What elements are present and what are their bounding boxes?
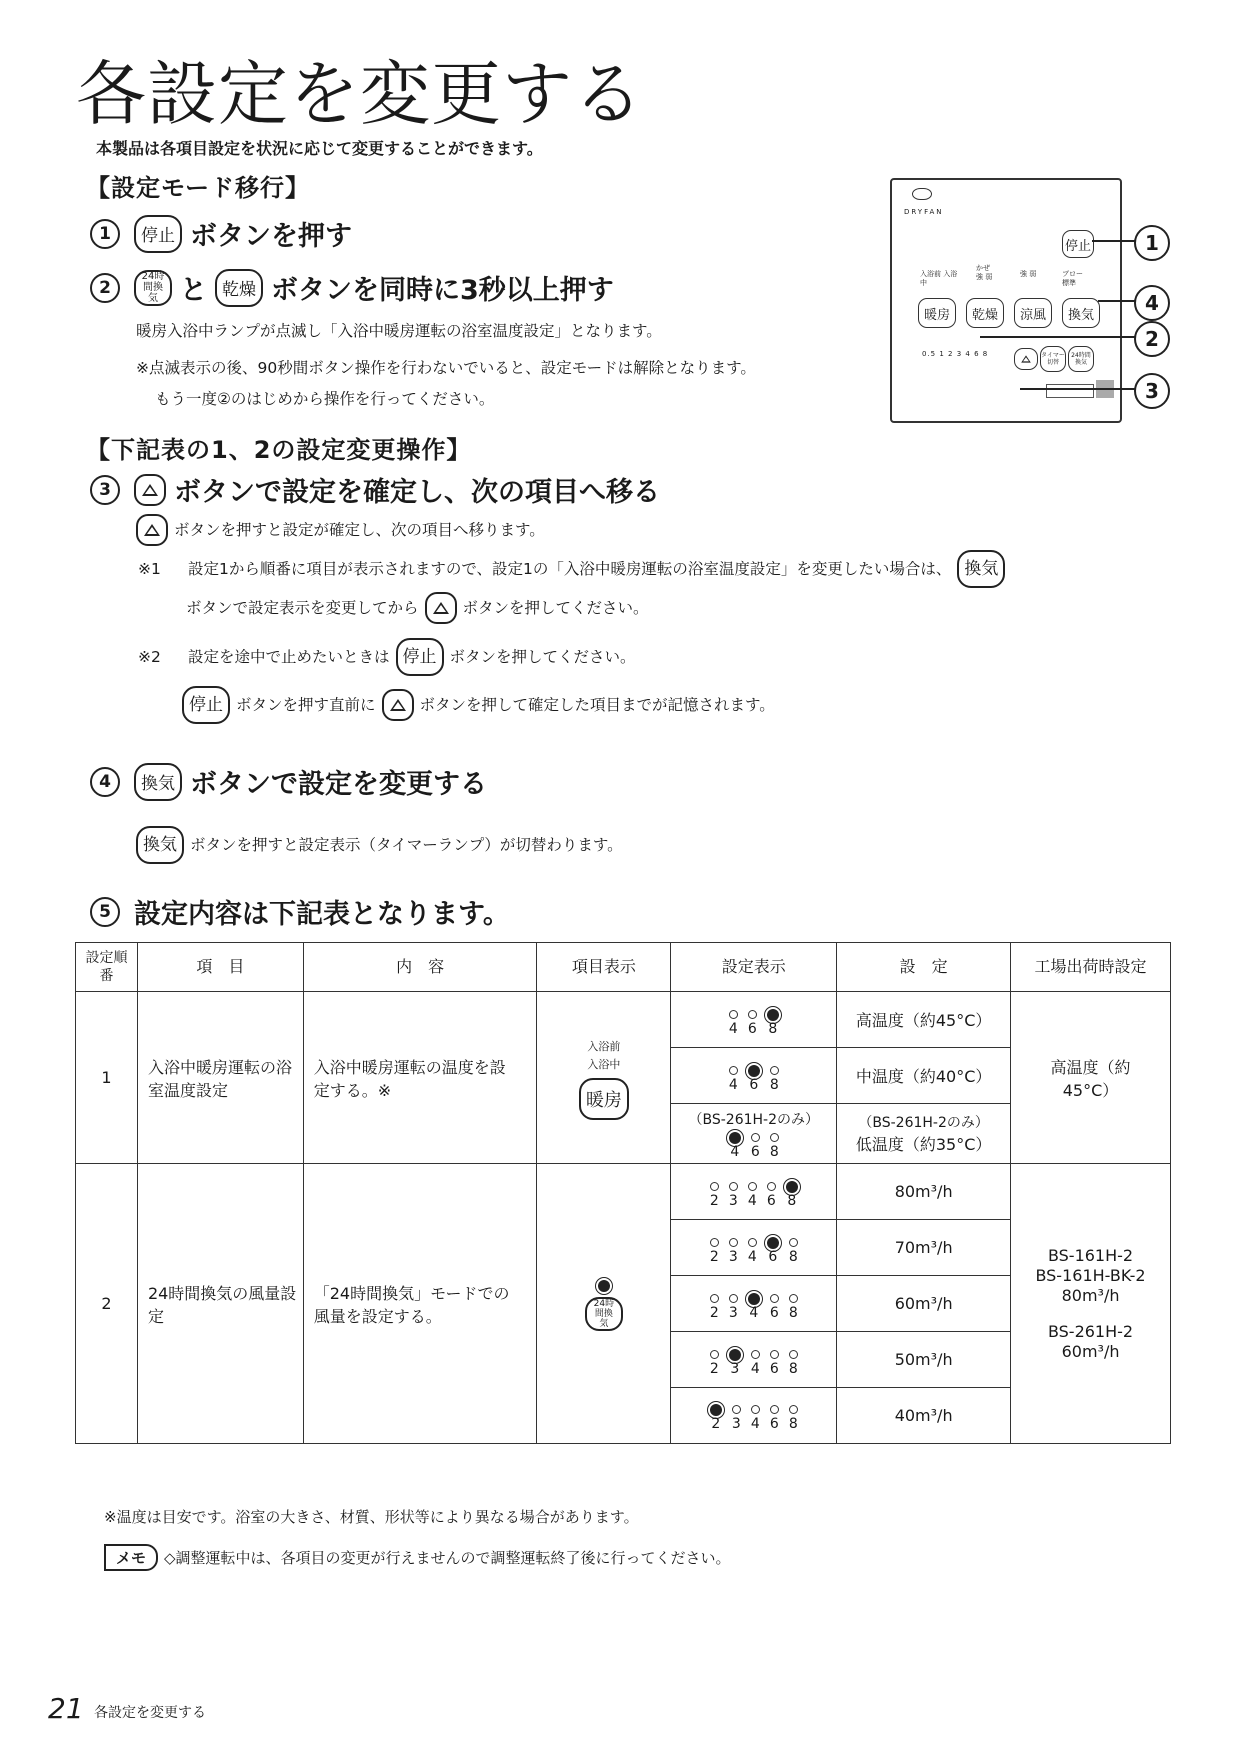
vent24-button: 24時間換気 (585, 1297, 623, 1331)
step4-note-text: ボタンを押すと設定表示（タイマーランプ）が切替わります。 (190, 836, 623, 854)
callout-3: 3 (1134, 373, 1170, 409)
header-no: 設定順番 (76, 943, 138, 992)
intro-text: 本製品は各項目設定を状況に応じて変更することができます。 (96, 139, 543, 158)
note-text: ボタンを押してください。 (449, 648, 636, 666)
lamp-off-icon (748, 1238, 757, 1264)
note-text: 設定を途中で止めたいときは (188, 648, 390, 666)
cell-no: 2 (76, 1164, 138, 1444)
lamp-label: 6 (747, 1020, 757, 1037)
lamp-lit-icon (748, 1065, 760, 1092)
lamp-off-icon (789, 1294, 798, 1320)
table-row (76, 992, 1171, 1048)
lamp-label: 3 (728, 1248, 738, 1265)
lamp-off-icon (710, 1294, 719, 1320)
indicator-lamps (710, 1293, 798, 1320)
panel-timer-button: タイマー 切替 (1040, 346, 1066, 372)
lamp-label: 3 (730, 1360, 740, 1377)
lamp-lit-icon (748, 1293, 760, 1320)
lamp-off-icon (710, 1182, 719, 1208)
lamp-lit-icon (767, 1009, 779, 1036)
step2-warning-cont: もう一度②のはじめから操作を行ってください。 (155, 390, 495, 408)
lamp-label: 4 (747, 1248, 757, 1265)
step-text: ボタンを同時に3秒以上押す (271, 275, 614, 306)
lamp-label: 6 (769, 1304, 779, 1321)
cell-setting: 80m³/h (837, 1164, 1011, 1220)
footnote: ※温度は目安です。浴室の大きさ、材質、形状等により異なる場合があります。 (104, 1508, 639, 1526)
cell-setting: 40m³/h (837, 1388, 1011, 1444)
up-button (134, 474, 166, 506)
table-header-row (76, 943, 1171, 992)
lamp-off-icon (732, 1405, 741, 1431)
up-arrow-icon (390, 699, 406, 711)
up-button (382, 689, 414, 721)
up-arrow-icon (144, 524, 160, 536)
note-text: ボタンを押して確定した項目までが記憶されます。 (419, 696, 775, 714)
lamp-label: 4 (728, 1076, 738, 1093)
lamp-label: 入浴前 (587, 1040, 621, 1053)
indicator-lamps (729, 1065, 779, 1092)
cell-setting-display (671, 992, 837, 1048)
lamp-label: 4 (750, 1415, 760, 1432)
cell-setting-display (671, 1332, 837, 1388)
lamp-label: 3 (731, 1415, 741, 1432)
lamp-label: 8 (788, 1248, 798, 1265)
cell-setting (837, 1104, 1011, 1164)
lamp-label: 入浴中 (587, 1058, 621, 1071)
cell-content: 「24時間換気」モードでの風量を設定する。 (303, 1164, 537, 1444)
lamp-label: 2 (709, 1360, 719, 1377)
header-setting: 設 定 (837, 943, 1011, 992)
note-2-cont (182, 686, 775, 724)
note-text: ボタンで設定表示を変更してから (186, 599, 419, 617)
factory-value: 80m³/h (1061, 1285, 1120, 1305)
lamp-off-icon (770, 1294, 779, 1320)
lamp-label: 6 (769, 1360, 779, 1377)
vent-button: 換気 (136, 826, 184, 864)
note-text: ボタンを押してください。 (462, 599, 649, 617)
lamp-lit-icon (767, 1237, 779, 1264)
up-button (136, 514, 168, 546)
factory-value: 60m³/h (1061, 1341, 1120, 1361)
callout-2: 2 (1134, 321, 1170, 357)
up-arrow-icon (433, 602, 449, 614)
vent-button: 換気 (134, 763, 182, 801)
lamp-label: 6 (768, 1248, 778, 1265)
cell-factory: 高温度（約45°C） (1011, 992, 1171, 1164)
lamp-label: 4 (728, 1020, 738, 1037)
memo (104, 1544, 731, 1571)
lamp-off-icon (789, 1238, 798, 1264)
lamp-off-icon (710, 1350, 719, 1376)
lamp-off-icon (789, 1350, 798, 1376)
lamp-label: 8 (769, 1076, 779, 1093)
note-2 (138, 638, 636, 676)
indicator-lamps (710, 1237, 798, 1264)
cell-setting-display (671, 1104, 837, 1164)
cell-content: 入浴中暖房運転の温度を設定する。※ (303, 992, 537, 1164)
model-note: （BS-261H-2のみ） (688, 1111, 820, 1128)
up-arrow-icon (1021, 355, 1031, 362)
panel-heat-button: 暖房 (918, 298, 956, 328)
note-text: 設定1から順番に項目が表示されますので、設定1の「入浴中暖房運転の浴室温度設定」を変更したい場合は、 (188, 560, 952, 578)
up-button (425, 592, 457, 624)
header-setting-display: 設定表示 (671, 943, 837, 992)
section-settings-operation: 【下記表の1、2の設定変更操作】 (86, 436, 472, 464)
step-text: ボタンで設定を確定し、次の項目へ移る (174, 477, 660, 508)
callout-line (1020, 388, 1136, 390)
note-1 (138, 550, 1138, 588)
callout-line (1098, 300, 1136, 302)
lamp-off-icon (770, 1133, 779, 1159)
step-text: ボタンで設定を変更する (190, 769, 487, 800)
setting-value: 中温度（約40°C） (855, 1067, 992, 1086)
cell-display (537, 1164, 671, 1444)
cell-display (537, 992, 671, 1164)
step-1 (90, 214, 352, 253)
panel-up-button (1014, 348, 1038, 370)
timer-scale: 0.5 1 2 3 4 6 8 (922, 350, 989, 358)
cell-setting (837, 1048, 1011, 1104)
memo-label: メモ (104, 1544, 158, 1571)
cell-setting-display (671, 1388, 837, 1444)
panel-dry-button: 乾燥 (966, 298, 1004, 328)
lamp-off-icon (751, 1405, 760, 1431)
lamp-label: 3 (728, 1192, 738, 1209)
panel-vent-button: 換気 (1062, 298, 1100, 328)
lamp-lit-icon (598, 1280, 610, 1293)
model-note: （BS-261H-2のみ） (858, 1115, 989, 1131)
cell-setting-display (671, 1048, 837, 1104)
step-number: 5 (90, 897, 120, 927)
lamp-label: 6 (766, 1192, 776, 1209)
page-number: 21 (48, 1692, 84, 1725)
cell-no: 1 (76, 992, 138, 1164)
panel-display-slot (1046, 384, 1094, 398)
step-4 (90, 762, 487, 801)
note-mark: ※1 (138, 560, 161, 578)
header-content: 内 容 (303, 943, 537, 992)
step-number: 1 (90, 219, 120, 249)
panel-stop-button: 停止 (1062, 230, 1094, 258)
lamp-lit-icon (786, 1181, 798, 1208)
step-5 (90, 892, 510, 931)
lamp-label: 2 (709, 1192, 719, 1209)
lamp-label: 6 (749, 1076, 759, 1093)
indicator-lamps (729, 1132, 779, 1159)
lamp-heat-label: 入浴前 入浴中 (920, 270, 958, 287)
lamp-label: 3 (728, 1304, 738, 1321)
indicator-lamps (710, 1181, 798, 1208)
lamp-label: 4 (747, 1192, 757, 1209)
step3-note-text: ボタンを押すと設定が確定し、次の項目へ移ります。 (174, 521, 545, 539)
indicator-lamps (710, 1404, 798, 1431)
lamp-dry-label: かぜ 強 弱 (976, 264, 993, 281)
lamp-lit-icon (729, 1132, 741, 1159)
step-text: ボタンを押す (190, 221, 352, 252)
factory-model: BS-161H-2 (1047, 1245, 1134, 1265)
vent24-button: 24時間換気 (134, 270, 172, 306)
lamp-off-icon (767, 1182, 776, 1208)
setting-value: 高温度（約45°C） (855, 1011, 992, 1030)
lamp-label: 8 (788, 1360, 798, 1377)
lamp-off-icon (770, 1350, 779, 1376)
note-mark: ※2 (138, 648, 161, 666)
step-2 (90, 268, 614, 307)
lamp-cool-label: 強 弱 (1020, 270, 1037, 278)
lamp-label: 8 (788, 1304, 798, 1321)
cell-setting-display (671, 1164, 837, 1220)
cell-item: 入浴中暖房運転の浴室温度設定 (137, 992, 303, 1164)
memo-text: ◇調整運転中は、各項目の変更が行えませんので調整運転終了後に行ってください。 (164, 1549, 731, 1567)
lamp-off-icon (729, 1010, 738, 1036)
lamp-off-icon (751, 1350, 760, 1376)
panel-vent24-button: 24時間 換気 (1068, 346, 1094, 372)
lamp-lit-icon (710, 1404, 722, 1431)
lamp-label: 2 (709, 1248, 719, 1265)
section-mode-entry: 【設定モード移行】 (86, 174, 311, 202)
step-3 (90, 470, 660, 509)
lamp-label: 8 (768, 1020, 778, 1037)
settings-table (75, 942, 1171, 1444)
cell-setting: 60m³/h (837, 1276, 1011, 1332)
stop-button: 停止 (134, 215, 182, 253)
heat-button: 暖房 (579, 1078, 629, 1120)
lamp-off-icon (770, 1405, 779, 1431)
lamp-label: 8 (787, 1192, 797, 1209)
lamp-label: 8 (788, 1415, 798, 1432)
table-row (76, 1164, 1171, 1220)
step2-warning: ※点滅表示の後、90秒間ボタン操作を行わないでいると、設定モードは解除となります。 (136, 359, 756, 377)
lamp-off-icon (748, 1182, 757, 1208)
lamp-off-icon (710, 1238, 719, 1264)
setting-value: 低温度（約35°C） (855, 1135, 992, 1154)
cell-item: 24時間換気の風量設定 (137, 1164, 303, 1444)
lamp-label: 6 (769, 1415, 779, 1432)
cell-setting-display (671, 1276, 837, 1332)
brand-logo-icon (912, 188, 932, 200)
callout-1: 1 (1134, 225, 1170, 261)
lamp-lit-icon (729, 1349, 741, 1376)
lamp-label: 6 (750, 1143, 760, 1160)
lamp-label: 4 (750, 1360, 760, 1377)
cell-setting-display (671, 1220, 837, 1276)
dry-button: 乾燥 (215, 269, 263, 307)
step4-note (136, 826, 623, 864)
lamp-off-icon (748, 1010, 757, 1036)
indicator-lamps (710, 1349, 798, 1376)
vent-button: 換気 (957, 550, 1005, 588)
factory-model: BS-261H-2 (1047, 1321, 1134, 1341)
lamp-label: 8 (769, 1143, 779, 1160)
panel-cool-button: 涼風 (1014, 298, 1052, 328)
step-number: 3 (90, 475, 120, 505)
cell-setting (837, 992, 1011, 1048)
lamp-off-icon (729, 1294, 738, 1320)
step-number: 2 (90, 273, 120, 303)
lamp-off-icon (789, 1405, 798, 1431)
cell-setting: 50m³/h (837, 1332, 1011, 1388)
step-number: 4 (90, 767, 120, 797)
stop-button: 停止 (396, 638, 444, 676)
step-text: 設定内容は下記表となります。 (134, 899, 510, 930)
lamp-vent-label: ブロー 標準 (1062, 270, 1083, 287)
header-display: 項目表示 (537, 943, 671, 992)
lamp-label: 4 (749, 1304, 759, 1321)
note-1-cont (186, 592, 649, 624)
page-title: 各設定を変更する (76, 53, 644, 135)
page-footer: 各設定を変更する (94, 1705, 206, 1721)
and-text: と (180, 275, 207, 306)
factory-model: BS-161H-BK-2 (1035, 1265, 1146, 1285)
cell-factory (1011, 1164, 1171, 1444)
step3-note (136, 514, 545, 546)
cell-setting: 70m³/h (837, 1220, 1011, 1276)
lamp-off-icon (729, 1182, 738, 1208)
up-arrow-icon (142, 484, 158, 496)
brand-name: DRYFAN (904, 208, 944, 216)
lamp-off-icon (729, 1066, 738, 1092)
callout-line (1092, 240, 1136, 242)
callout-line (980, 336, 1136, 338)
step2-note: 暖房入浴中ランプが点滅し「入浴中暖房運転の浴室温度設定」となります。 (136, 322, 662, 340)
lamp-off-icon (770, 1066, 779, 1092)
stop-button: 停止 (182, 686, 230, 724)
lamp-off-icon (729, 1238, 738, 1264)
control-panel-illustration (890, 178, 1122, 423)
lamp-off-icon (751, 1133, 760, 1159)
indicator-lamps (729, 1009, 779, 1036)
lamp-label: 4 (730, 1143, 740, 1160)
note-text: ボタンを押す直前に (236, 696, 376, 714)
callout-4: 4 (1134, 285, 1170, 321)
lamp-label: 2 (711, 1415, 721, 1432)
header-item: 項 目 (137, 943, 303, 992)
header-factory: 工場出荷時設定 (1011, 943, 1171, 992)
lamp-label: 2 (709, 1304, 719, 1321)
